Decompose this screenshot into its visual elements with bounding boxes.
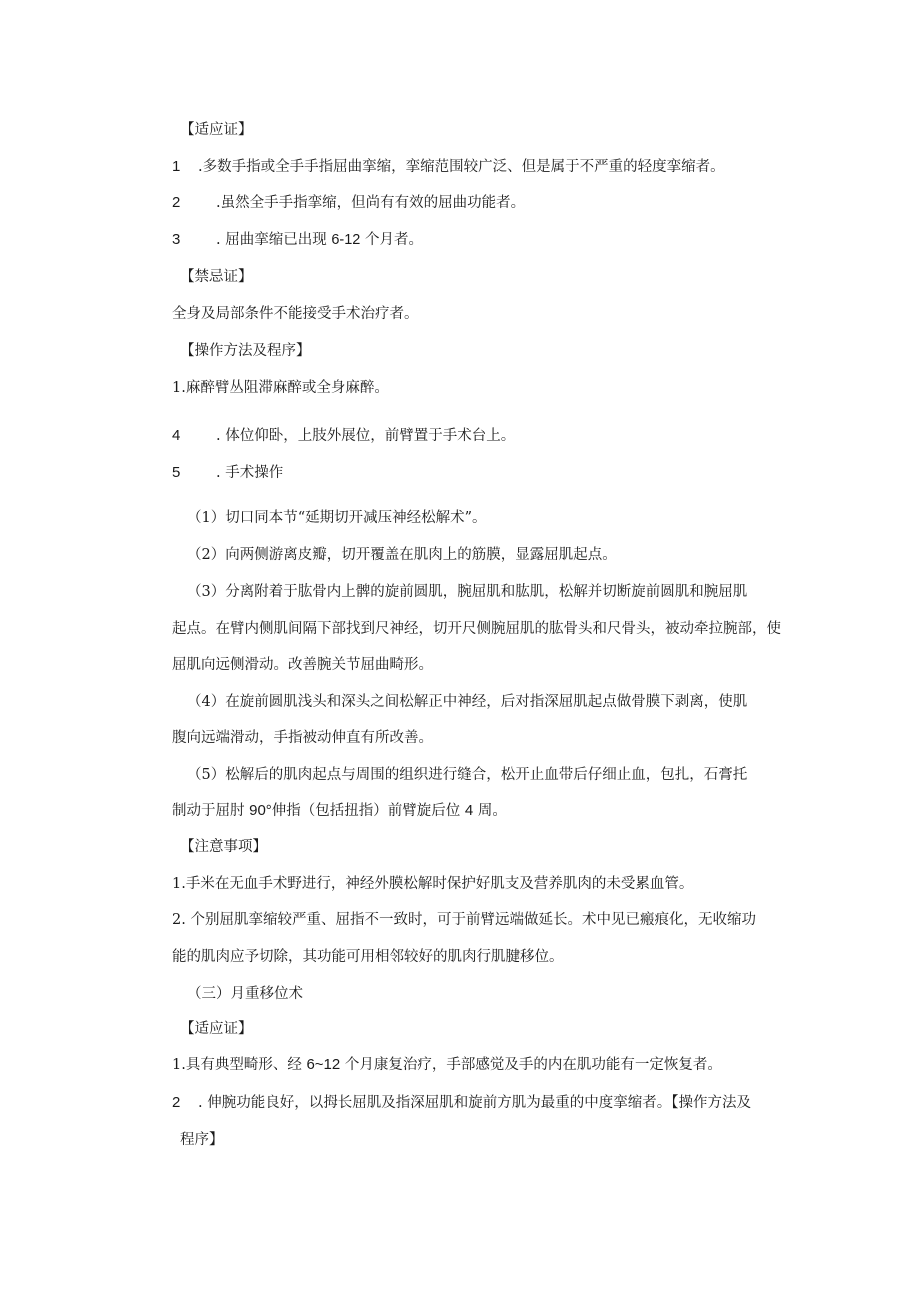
surgery-step-2: （2）向两侧游离皮瓣，切开覆盖在肌肉上的筋膜，显露屈肌起点。: [187, 547, 617, 563]
item-text: . 屈曲挛缩已出现: [216, 232, 332, 248]
surgery-step-1: （1）切口同本节“延期切开减压神经松解术”。: [187, 510, 487, 526]
item-text: .多数手指或全手手指屈曲挛缩，挛缩范围较广泛、但是属于不严重的轻度挛缩者。: [198, 159, 725, 175]
indication-item-2: [172, 193, 525, 213]
surgery-step-5-line-1: （5）松解后的肌肉起点与周围的组织进行缝合，松开止血带后仔细止血，包扎，石膏托: [187, 767, 748, 783]
weeks-value: 4: [464, 802, 474, 819]
notes-item-2-line-1: 2. 个别屈肌挛缩较严重、屈指不一致时，可于前臂远端做延长。术中见已瘢痕化，无收缩功: [172, 912, 756, 928]
procedure-step-1: 1.麻醉臂丛阻滞麻醉或全身麻醉。: [172, 380, 389, 396]
contraindications-text: 全身及局部条件不能接受手术治疗者。: [172, 306, 419, 322]
surgery-step-3-line-2: 起点。在臂内侧肌间隔下部找到尺神经，切开尺侧腕屈肌的肱骨头和尺骨头，被动牵拉腕部，使: [172, 621, 781, 637]
item-number: 2: [172, 194, 181, 211]
text-fragment: 制动于屈肘: [172, 803, 250, 819]
notes-item-2-line-2: 能的肌肉应予切除，其功能可用相邻较好的肌肉行肌腱移位。: [172, 949, 564, 965]
surgery-step-3-line-1: （3）分离附着于肱骨内上髀的旋前圆肌，腕屈肌和肱肌，松解并切断旋前圆肌和腕屈肌: [187, 584, 748, 600]
procedure-step-5: [172, 463, 283, 483]
text-fragment: 个月康复治疗，手部感觉及手的内在肌功能有一定恢复者。: [340, 1057, 722, 1073]
text-fragment: 伸指（包括扭指）前臂旋后位: [271, 803, 465, 819]
indications-heading: 【适应证】: [180, 122, 253, 138]
item-text: . 手术操作: [216, 465, 284, 481]
procedure-step-4: [172, 426, 515, 446]
notes-heading: 【注意事项】: [180, 839, 267, 855]
contraindications-heading: 【禁忌证】: [180, 269, 253, 285]
item-text: .虽然全手手指挛缩，但尚有有效的屈曲功能者。: [216, 195, 526, 211]
surgery-step-4-line-1: （4）在旋前圆肌浅头和深头之间松解正中神经，后对指深屈肌起点做骨膜下剥离，使肌: [187, 694, 748, 710]
item-text: . 伸腕功能良好，以拇长屈肌及指深屈肌和旋前方肌为最重的中度挛缩者。【操作方法及: [198, 1095, 751, 1111]
indication-item-3: [172, 230, 423, 250]
surgery-step-3-line-3: 屈肌向远侧滑动。改善腕关节屈曲畸形。: [172, 657, 433, 673]
item-number: 2: [172, 1094, 181, 1111]
item-text: . 体位仰卧，上肢外展位，前臂置于手术台上。: [216, 428, 516, 444]
angle-value: 90°: [249, 802, 272, 819]
surgery-step-4-line-2: 腹向远端滑动，手指被动伸直有所改善。: [172, 730, 433, 746]
indication-item-1: [172, 157, 725, 177]
notes-item-1: 1.手米在无血手术野进行，神经外膜松解时保护好肌支及营养肌肉的未受累血管。: [172, 876, 694, 892]
indication2-item-2: [172, 1093, 751, 1113]
indication2-item-1: [172, 1055, 722, 1075]
subsection-title: （三）月重移位术: [187, 986, 303, 1002]
months-range: 6~12: [306, 1056, 341, 1073]
item-number: 1: [172, 158, 181, 175]
item-text-end: 个月者。: [360, 232, 423, 248]
indications-heading-2: 【适应证】: [180, 1021, 253, 1037]
item-range: 6-12: [331, 232, 361, 248]
item-number: 4: [172, 427, 181, 444]
item-number: 3: [172, 231, 181, 248]
text-fragment: 1.具有典型畸形、经: [172, 1057, 307, 1073]
surgery-step-5-line-2: [172, 801, 507, 821]
text-fragment: 周。: [473, 803, 507, 819]
item-number: 5: [172, 464, 181, 481]
indication2-item-2-continued: 程序】: [180, 1132, 224, 1148]
procedure-heading: 【操作方法及程序】: [180, 343, 311, 359]
